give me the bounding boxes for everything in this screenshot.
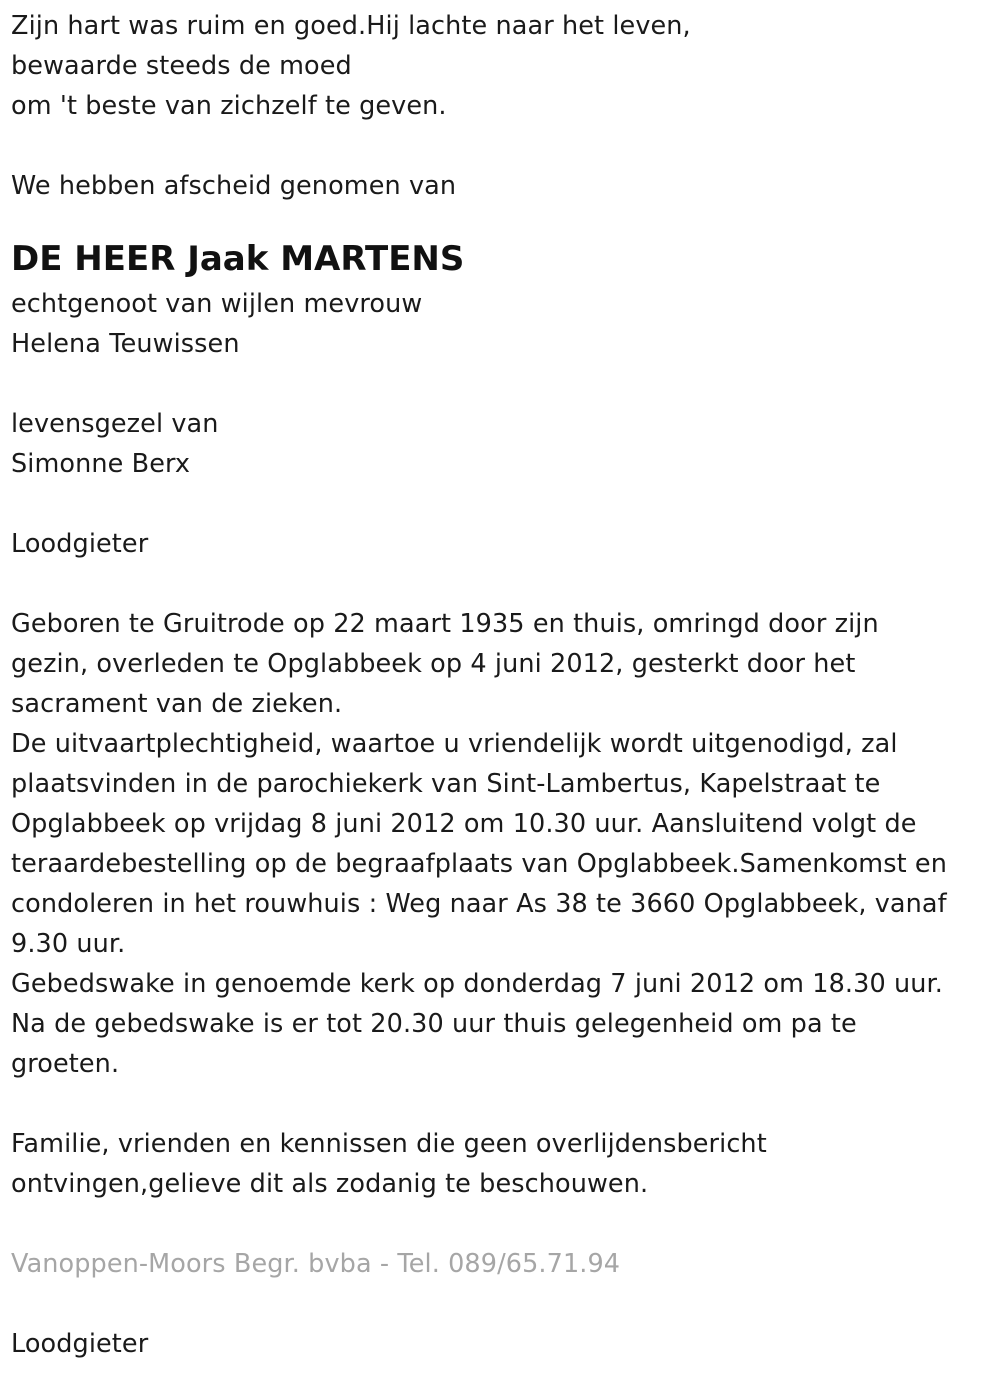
deceased-name: DE HEER Jaak MARTENS: [11, 239, 465, 279]
poem: [11, 6, 986, 126]
partner-line: Simonne Berx: [11, 449, 191, 479]
details-line: condoleren in het rouwhuis : Weg naar As 38 te 3660 Opglabbeek, vanaf: [11, 889, 947, 919]
poem-line: om 't beste van zichzelf te geven.: [11, 91, 447, 121]
spacer: [11, 364, 986, 404]
spacer: [11, 484, 986, 524]
spacer: [11, 1284, 986, 1324]
intro-text: We hebben afscheid genomen van: [11, 171, 457, 201]
partner-block: [11, 404, 986, 484]
notice-block: [11, 1124, 986, 1204]
poem-line: Zijn hart was ruim en goed.Hij lachte naar het leven,: [11, 11, 691, 41]
notice-line: Familie, vrienden en kennissen die geen overlijdensbericht: [11, 1129, 767, 1159]
spouse-block: [11, 284, 986, 364]
poem-line: bewaarde steeds de moed: [11, 51, 352, 81]
details-line: teraardebestelling op de begraafplaats van Opglabbeek.Samenkomst en: [11, 849, 947, 879]
details-line: Opglabbeek op vrijdag 8 juni 2012 om 10.30 uur. Aansluitend volgt de: [11, 809, 917, 839]
details-block: [11, 604, 986, 1084]
details-line: sacrament van de zieken.: [11, 689, 343, 719]
details-line: Na de gebedswake is er tot 20.30 uur thuis gelegenheid om pa te: [11, 1009, 857, 1039]
details-line: De uitvaartplechtigheid, waartoe u vriendelijk wordt uitgenodigd, zal: [11, 729, 898, 759]
partner-line: levensgezel van: [11, 409, 219, 439]
details-line: plaatsvinden in de parochiekerk van Sint-Lambertus, Kapelstraat te: [11, 769, 881, 799]
details-line: Gebedswake in genoemde kerk op donderdag 7 juni 2012 om 18.30 uur.: [11, 969, 943, 999]
funeral-home-contact: Vanoppen-Moors Begr. bvba - Tel. 089/65.71.94: [11, 1249, 621, 1279]
spacer: [11, 126, 986, 166]
profession: Loodgieter: [11, 529, 149, 559]
profession-footer: Loodgieter: [11, 1329, 149, 1359]
spacer: [11, 564, 986, 604]
spouse-line: echtgenoot van wijlen mevrouw: [11, 289, 423, 319]
spacer: [11, 1204, 986, 1244]
obituary-document: [11, 6, 986, 1364]
details-line: Geboren te Gruitrode op 22 maart 1935 en thuis, omringd door zijn: [11, 609, 879, 639]
details-line: groeten.: [11, 1049, 120, 1079]
notice-line: ontvingen,gelieve dit als zodanig te beschouwen.: [11, 1169, 649, 1199]
details-line: gezin, overleden te Opglabbeek op 4 juni 2012, gesterkt door het: [11, 649, 856, 679]
details-line: 9.30 uur.: [11, 929, 126, 959]
spacer: [11, 1084, 986, 1124]
spouse-line: Helena Teuwissen: [11, 329, 240, 359]
